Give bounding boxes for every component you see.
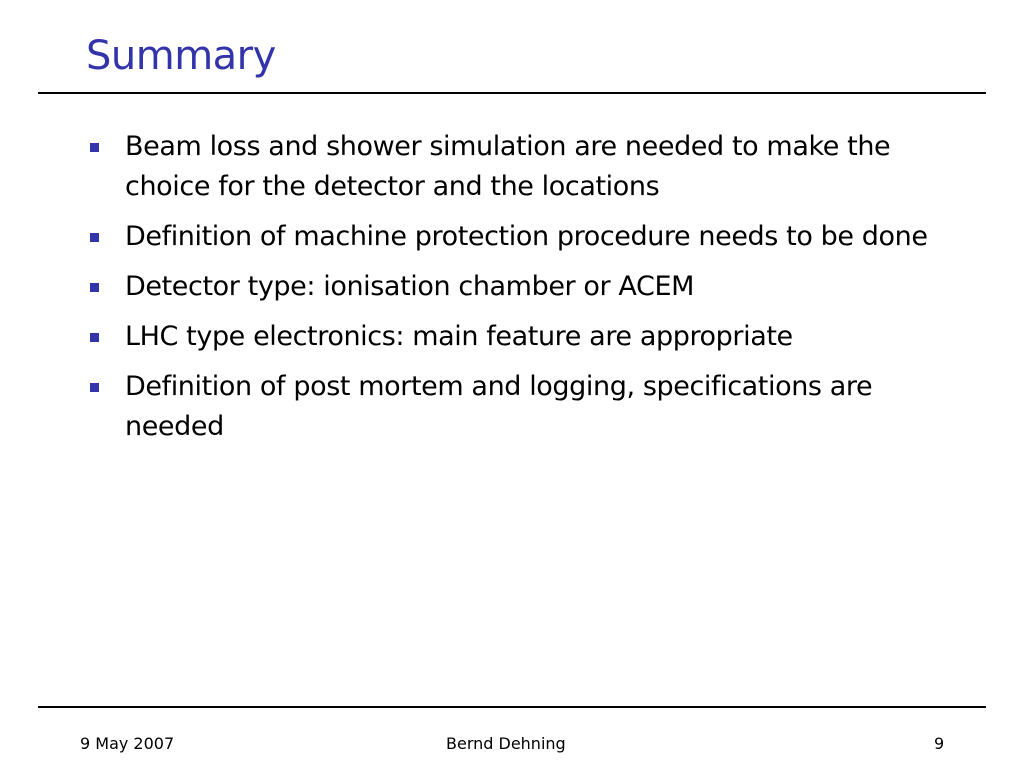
bullet-list [0, 127, 1024, 457]
bullet-item [0, 267, 965, 307]
footer-divider [38, 706, 986, 708]
bullet-text: LHC type electronics: main feature are appropriate [125, 321, 793, 352]
bullet-item [0, 367, 965, 447]
bullet-text: Definition of post mortem and logging, specifications are needed [125, 371, 873, 442]
bullet-text: Detector type: ionisation chamber or ACEM [125, 271, 695, 302]
square-bullet-icon [90, 383, 99, 392]
square-bullet-icon [90, 333, 99, 342]
footer-author: Bernd Dehning [446, 734, 566, 753]
square-bullet-icon [90, 283, 99, 292]
square-bullet-icon [90, 233, 99, 242]
footer-date: 9 May 2007 [80, 734, 175, 753]
title-divider [38, 92, 986, 94]
bullet-item [0, 317, 965, 357]
bullet-item [0, 217, 965, 257]
slide-title: Summary [86, 33, 276, 79]
bullet-text: Definition of machine protection procedure needs to be done [125, 221, 928, 252]
bullet-text: Beam loss and shower simulation are needed to make the choice for the detector and the locations [125, 131, 891, 202]
page-number: 9 [934, 734, 945, 753]
square-bullet-icon [90, 143, 99, 152]
bullet-item [0, 127, 965, 207]
